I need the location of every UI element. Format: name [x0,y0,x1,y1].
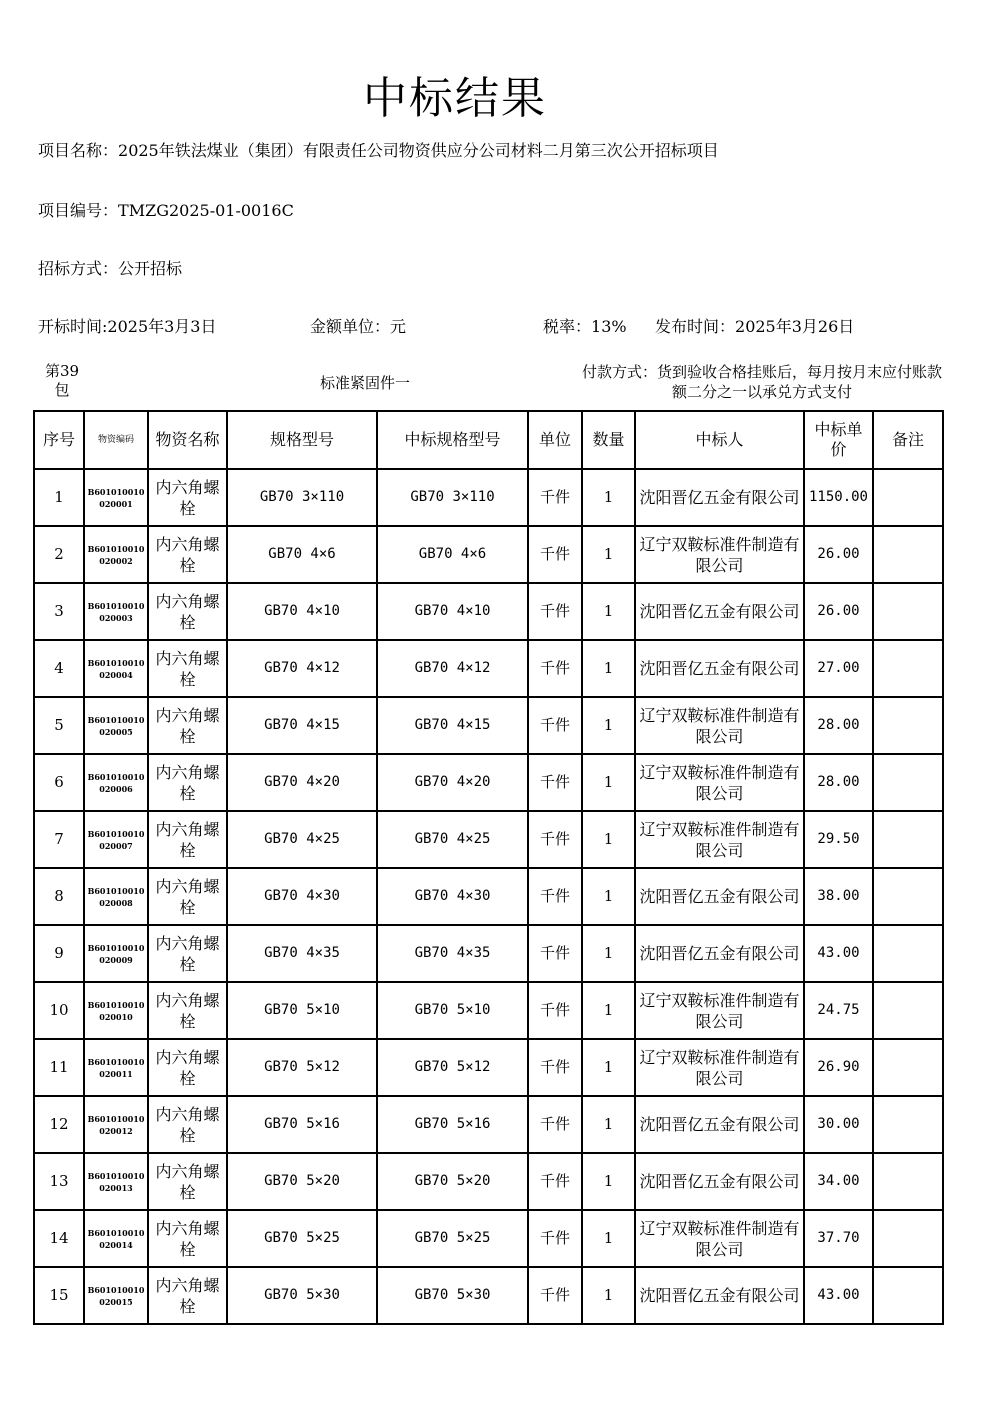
cell-no: 13 [34,1153,84,1210]
cell-quantity: 1 [582,868,635,925]
cell-unit: 千件 [528,1210,582,1267]
cell-material-name: 内六角螺栓 [148,1039,227,1096]
cell-winning-spec: GB70 4×10 [377,583,528,640]
cell-unit: 千件 [528,526,582,583]
cell-unit-price: 43.00 [804,925,873,982]
cell-material-code: B601010010020008 [84,868,148,925]
cell-winner: 沈阳晋亿五金有限公司 [635,1153,804,1210]
cell-no: 8 [34,868,84,925]
cell-no: 5 [34,697,84,754]
cell-material-name: 内六角螺栓 [148,868,227,925]
project-name-label: 项目名称： [38,141,119,160]
cell-spec: GB70 5×16 [227,1096,377,1153]
table-row [34,1096,943,1153]
cell-quantity: 1 [582,526,635,583]
cell-material-name: 内六角螺栓 [148,925,227,982]
cell-unit: 千件 [528,868,582,925]
currency-line [310,314,406,337]
project-name-value: 2025年铁法煤业（集团）有限责任公司物资供应分公司材料二月第三次公开招标项目 [118,141,719,160]
col-header-unit: 单位 [528,411,582,469]
cell-spec: GB70 4×12 [227,640,377,697]
cell-winning-spec: GB70 4×25 [377,811,528,868]
payment-terms: 付款方式：货到验收合格挂账后，每月按月末应付账款额二分之一以承兑方式支付 [582,363,943,401]
cell-no: 11 [34,1039,84,1096]
currency-label: 金额单位： [310,317,391,336]
cell-quantity: 1 [582,640,635,697]
col-header-spec: 规格型号 [227,411,377,469]
cell-winning-spec: GB70 5×25 [377,1210,528,1267]
cell-material-code: B601010010020015 [84,1267,148,1324]
cell-winner: 沈阳晋亿五金有限公司 [635,640,804,697]
cell-winning-spec: GB70 5×16 [377,1096,528,1153]
cell-material-name: 内六角螺栓 [148,1153,227,1210]
cell-material-code: B601010010020006 [84,754,148,811]
cell-spec: GB70 4×35 [227,925,377,982]
table-row [34,697,943,754]
open-time-label: 开标时间: [38,317,108,336]
cell-note [873,583,943,640]
cell-material-name: 内六角螺栓 [148,982,227,1039]
cell-no: 10 [34,982,84,1039]
table-row [34,811,943,868]
cell-no: 15 [34,1267,84,1324]
cell-unit: 千件 [528,754,582,811]
cell-no: 14 [34,1210,84,1267]
cell-unit-price: 26.90 [804,1039,873,1096]
package-name: 标准紧固件一 [319,374,410,392]
publish-time-line [655,314,854,337]
package-number: 第39包 [44,362,80,399]
table-row [34,754,943,811]
cell-unit: 千件 [528,583,582,640]
col-header-name: 物资名称 [148,411,227,469]
cell-spec: GB70 4×25 [227,811,377,868]
cell-quantity: 1 [582,982,635,1039]
cell-spec: GB70 4×30 [227,868,377,925]
cell-quantity: 1 [582,1039,635,1096]
table-row [34,583,943,640]
cell-unit: 千件 [528,1267,582,1324]
cell-unit-price: 27.00 [804,640,873,697]
project-name-line [38,138,719,161]
cell-unit: 千件 [528,469,582,526]
cell-winning-spec: GB70 4×15 [377,697,528,754]
cell-material-code: B601010010020014 [84,1210,148,1267]
cell-material-name: 内六角螺栓 [148,1096,227,1153]
cell-material-code: B601010010020002 [84,526,148,583]
cell-winning-spec: GB70 4×6 [377,526,528,583]
cell-quantity: 1 [582,1267,635,1324]
table-row [34,469,943,526]
cell-unit: 千件 [528,1153,582,1210]
cell-spec: GB70 4×15 [227,697,377,754]
cell-spec: GB70 4×20 [227,754,377,811]
cell-unit-price: 38.00 [804,868,873,925]
cell-spec: GB70 5×10 [227,982,377,1039]
cell-material-code: B601010010020005 [84,697,148,754]
cell-quantity: 1 [582,1096,635,1153]
cell-unit-price: 28.00 [804,697,873,754]
cell-quantity: 1 [582,469,635,526]
cell-quantity: 1 [582,1153,635,1210]
cell-material-code: B601010010020007 [84,811,148,868]
cell-winner: 辽宁双鞍标准件制造有限公司 [635,982,804,1039]
cell-material-name: 内六角螺栓 [148,583,227,640]
cell-material-code: B601010010020012 [84,1096,148,1153]
cell-unit: 千件 [528,811,582,868]
currency-value: 元 [390,317,407,336]
cell-spec: GB70 4×6 [227,526,377,583]
cell-winning-spec: GB70 4×35 [377,925,528,982]
cell-material-name: 内六角螺栓 [148,1210,227,1267]
cell-material-name: 内六角螺栓 [148,697,227,754]
cell-material-name: 内六角螺栓 [148,469,227,526]
cell-unit-price: 30.00 [804,1096,873,1153]
cell-winner: 沈阳晋亿五金有限公司 [635,469,804,526]
table-row [34,640,943,697]
cell-winner: 辽宁双鞍标准件制造有限公司 [635,526,804,583]
cell-note [873,868,943,925]
cell-material-name: 内六角螺栓 [148,754,227,811]
cell-unit: 千件 [528,697,582,754]
col-header-price: 中标单价 [804,411,873,469]
cell-material-code: B601010010020003 [84,583,148,640]
cell-unit-price: 26.00 [804,583,873,640]
cell-no: 6 [34,754,84,811]
cell-no: 4 [34,640,84,697]
table-row [34,925,943,982]
bid-method-line [38,256,182,279]
cell-unit-price: 43.00 [804,1267,873,1324]
tax-value: 13% [591,317,627,336]
table-row [34,1267,943,1324]
col-header-code: 物资编码 [84,411,148,469]
cell-winner: 辽宁双鞍标准件制造有限公司 [635,1039,804,1096]
cell-quantity: 1 [582,811,635,868]
cell-quantity: 1 [582,925,635,982]
col-header-qty: 数量 [582,411,635,469]
cell-winning-spec: GB70 4×20 [377,754,528,811]
cell-unit: 千件 [528,1039,582,1096]
cell-quantity: 1 [582,583,635,640]
cell-winning-spec: GB70 5×12 [377,1039,528,1096]
cell-winner: 辽宁双鞍标准件制造有限公司 [635,1210,804,1267]
cell-note [873,697,943,754]
cell-winning-spec: GB70 3×110 [377,469,528,526]
cell-note [873,1210,943,1267]
cell-unit-price: 24.75 [804,982,873,1039]
tax-line [543,314,627,337]
col-header-note: 备注 [873,411,943,469]
cell-unit: 千件 [528,925,582,982]
cell-note [873,925,943,982]
cell-winning-spec: GB70 5×30 [377,1267,528,1324]
cell-unit: 千件 [528,640,582,697]
open-time-value: 2025年3月3日 [107,317,217,336]
table-row [34,868,943,925]
cell-winning-spec: GB70 4×30 [377,868,528,925]
table-row [34,982,943,1039]
cell-no: 12 [34,1096,84,1153]
cell-unit-price: 1150.00 [804,469,873,526]
cell-quantity: 1 [582,1210,635,1267]
publish-time-value: 2025年3月26日 [735,317,855,336]
cell-winning-spec: GB70 5×20 [377,1153,528,1210]
cell-winner: 辽宁双鞍标准件制造有限公司 [635,811,804,868]
table-header-row [34,411,943,469]
cell-quantity: 1 [582,697,635,754]
cell-note [873,469,943,526]
cell-material-code: B601010010020013 [84,1153,148,1210]
bid-method-label: 招标方式： [38,259,119,278]
cell-material-code: B601010010020010 [84,982,148,1039]
cell-spec: GB70 5×25 [227,1210,377,1267]
page-title: 中标结果 [363,73,547,124]
cell-material-name: 内六角螺栓 [148,1267,227,1324]
cell-unit-price: 29.50 [804,811,873,868]
cell-material-code: B601010010020004 [84,640,148,697]
cell-no: 9 [34,925,84,982]
cell-spec: GB70 3×110 [227,469,377,526]
cell-unit-price: 26.00 [804,526,873,583]
cell-note [873,1039,943,1096]
table-row [34,1039,943,1096]
cell-material-code: B601010010020009 [84,925,148,982]
table-row [34,526,943,583]
cell-material-code: B601010010020011 [84,1039,148,1096]
cell-winning-spec: GB70 5×10 [377,982,528,1039]
table-body [34,469,943,1324]
cell-unit-price: 28.00 [804,754,873,811]
cell-spec: GB70 4×10 [227,583,377,640]
cell-unit-price: 37.70 [804,1210,873,1267]
col-header-win-spec: 中标规格型号 [377,411,528,469]
table-row [34,1210,943,1267]
cell-material-name: 内六角螺栓 [148,640,227,697]
cell-no: 1 [34,469,84,526]
cell-note [873,1153,943,1210]
project-code-value: TMZG2025-01-0016C [118,201,294,220]
col-header-winner: 中标人 [635,411,804,469]
cell-note [873,526,943,583]
cell-note [873,640,943,697]
tax-label: 税率： [543,317,592,336]
cell-winner: 沈阳晋亿五金有限公司 [635,868,804,925]
bid-method-value: 公开招标 [118,259,183,278]
cell-winner: 辽宁双鞍标准件制造有限公司 [635,697,804,754]
cell-unit: 千件 [528,1096,582,1153]
cell-winning-spec: GB70 4×12 [377,640,528,697]
cell-material-name: 内六角螺栓 [148,811,227,868]
col-header-no: 序号 [34,411,84,469]
cell-winner: 辽宁双鞍标准件制造有限公司 [635,754,804,811]
cell-note [873,1267,943,1324]
table-row [34,1153,943,1210]
award-table [33,410,944,1325]
cell-winner: 沈阳晋亿五金有限公司 [635,583,804,640]
cell-quantity: 1 [582,754,635,811]
cell-unit-price: 34.00 [804,1153,873,1210]
publish-time-label: 发布时间： [655,317,736,336]
cell-unit: 千件 [528,982,582,1039]
cell-winner: 沈阳晋亿五金有限公司 [635,1096,804,1153]
cell-winner: 沈阳晋亿五金有限公司 [635,1267,804,1324]
cell-spec: GB70 5×20 [227,1153,377,1210]
open-time-line [38,314,217,337]
cell-note [873,811,943,868]
cell-note [873,754,943,811]
cell-spec: GB70 5×30 [227,1267,377,1324]
cell-note [873,1096,943,1153]
project-code-label: 项目编号： [38,201,119,220]
cell-spec: GB70 5×12 [227,1039,377,1096]
project-code-line [38,198,294,221]
cell-no: 2 [34,526,84,583]
cell-material-name: 内六角螺栓 [148,526,227,583]
cell-material-code: B601010010020001 [84,469,148,526]
cell-no: 3 [34,583,84,640]
cell-winner: 沈阳晋亿五金有限公司 [635,925,804,982]
cell-note [873,982,943,1039]
cell-no: 7 [34,811,84,868]
